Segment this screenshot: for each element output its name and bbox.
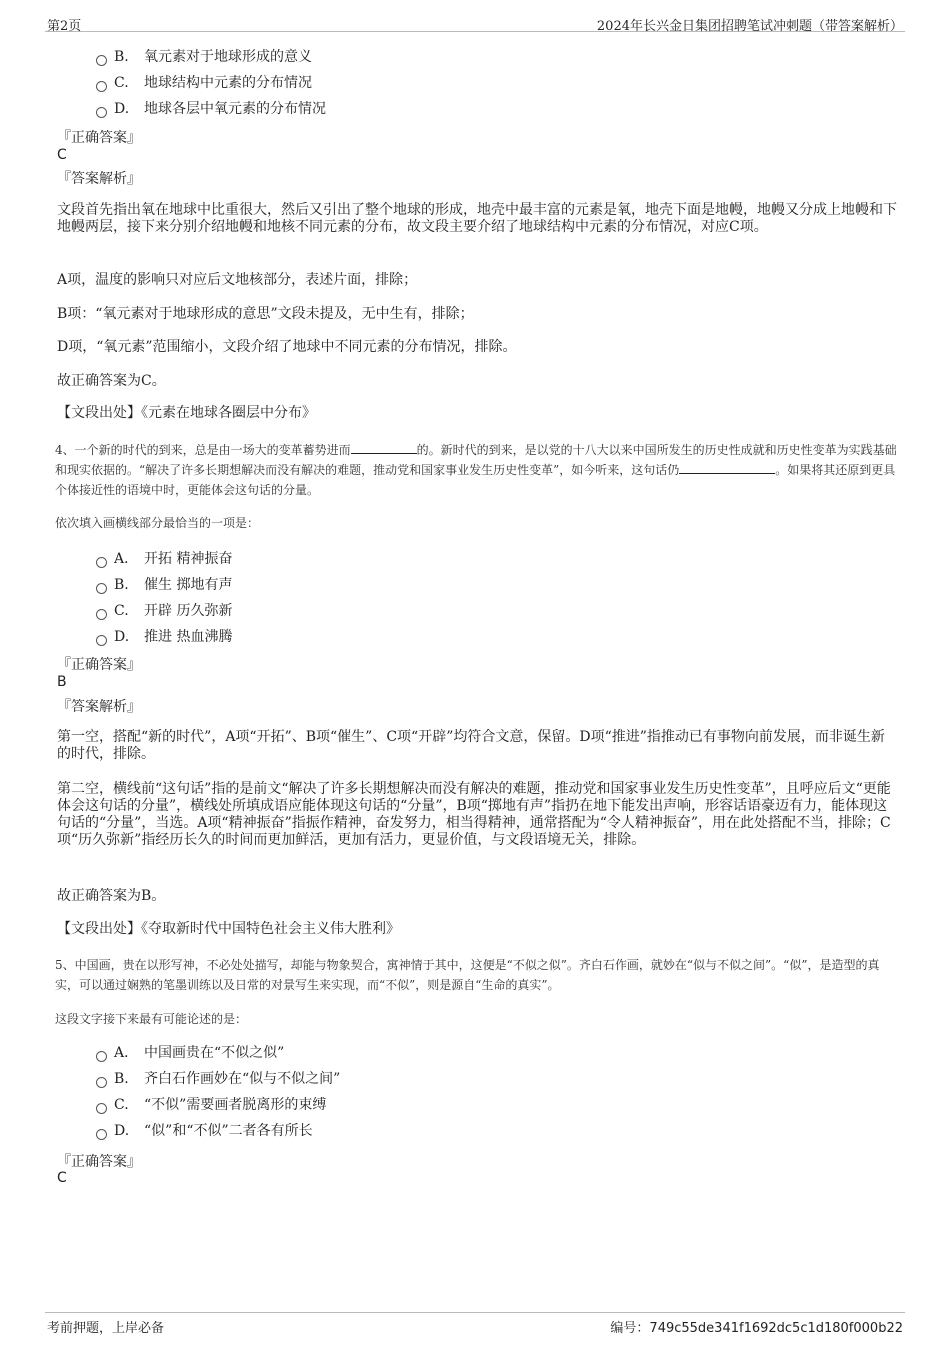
q5-option-a[interactable]: A． 中国画贵在“不似之似” [96, 1043, 284, 1063]
q3-option-d[interactable]: D. 地球各层中氧元素的分布情况 [96, 99, 326, 119]
q3-analysis-p2: A项，温度的影响只对应后文地核部分，表述片面，排除； [57, 272, 418, 288]
q3-answer: C [57, 147, 67, 163]
q3-option-c[interactable]: C. 地球结构中元素的分布情况 [96, 73, 312, 93]
q4-option-b[interactable]: B. 催生 掷地有声 [96, 575, 232, 595]
radio-icon[interactable] [96, 635, 107, 646]
q4-option-d[interactable]: D. 推进 热血沸腾 [96, 627, 232, 647]
document-title: 2024年长兴金日集团招聘笔试冲刺题（带答案解析） [596, 19, 903, 34]
q5-option-c[interactable]: C. “不似”需要画者脱离形的束缚 [96, 1095, 326, 1115]
footer-slogan: 考前押题，上岸必备 [47, 1321, 165, 1336]
radio-icon[interactable] [96, 583, 107, 594]
radio-icon[interactable] [96, 81, 107, 92]
page-header [45, 13, 905, 32]
q4-option-c[interactable]: C. 开辟 历久弥新 [96, 601, 232, 621]
q5-answer-label: 『正确答案』 [57, 1154, 141, 1170]
document-code: 编号：749c55de341f1692dc5c1d180f000b22 [610, 1321, 903, 1336]
radio-icon[interactable] [96, 1077, 107, 1088]
q5-prompt: 这段文字接下来最有可能论述的是： [55, 1012, 248, 1026]
radio-icon[interactable] [96, 1051, 107, 1062]
page-number: 第2页 [47, 19, 82, 34]
radio-icon[interactable] [96, 609, 107, 620]
q5-option-d[interactable]: D. “似”和“不似”二者各有所长 [96, 1121, 313, 1141]
q3-analysis-p1: 文段首先指出氧在地球中比重很大，然后又引出了整个地球的形成，地壳中最丰富的元素是氧，地壳下面是地幔，地幔又分成上地幔和下地幔两层，接下来分别介绍地幔和地核不同元素的分布，故文段主要介绍了地球结构中元素的分布情况，对应C项。 [57, 202, 897, 235]
q4-option-a[interactable]: A． 开拓 精神振奋 [96, 549, 232, 569]
blank-1 [351, 441, 417, 454]
q4-stem: 4、一个新的时代的到来，总是由一场大的变革蓄势进而 的。新时代的到来，是以党的十八大以来中国所发生的历史性成就和历史性变革为实践基础和现实依据的。“解决了许多长期想解决而没有解决的难题，推动党和国家事业发生历史性变革”，如今听来，这句话仍 。如果将其还原到更具个体接近性的语境中时，更能体会这句话的分量。 [55, 443, 897, 497]
radio-icon[interactable] [96, 557, 107, 568]
radio-icon[interactable] [96, 107, 107, 118]
q3-answer-label: 『正确答案』 [57, 130, 141, 146]
radio-icon[interactable] [96, 55, 107, 66]
q4-answer: B [57, 674, 67, 690]
page-footer [45, 1312, 905, 1335]
radio-icon[interactable] [96, 1103, 107, 1114]
q3-source: 【文段出处】《元素在地球各圈层中分布》 [57, 405, 316, 421]
q5-option-b[interactable]: B. 齐白石作画妙在“似与不似之间” [96, 1069, 340, 1089]
q3-option-b[interactable]: B. 氧元素对于地球形成的意义 [96, 47, 312, 67]
q4-source: 【文段出处】《夺取新时代中国特色社会主义伟大胜利》 [57, 921, 400, 937]
q3-analysis-p4: D项，“氧元素”范围缩小，文段介绍了地球中不同元素的分布情况，排除。 [57, 339, 517, 355]
q4-prompt: 依次填入画横线部分最恰当的一项是： [55, 516, 260, 530]
q4-answer-label: 『正确答案』 [57, 657, 141, 673]
q3-analysis-label: 『答案解析』 [57, 171, 141, 187]
q4-analysis-p3: 故正确答案为B。 [57, 888, 166, 904]
q5-stem: 5、中国画，贵在以形写神，不必处处描写，却能与物象契合，寓神情于其中，这便是“不似之似”。齐白石作画，就妙在“似与不似之间”。“似”，是造型的真实，可以通过娴熟的笔墨训练以及日常的对景写生来实现，而“不似”，则是源自“生命的真实”。 [55, 958, 880, 992]
q4-analysis-p2: 第二空，横线前“这句话”指的是前文“解决了许多长期想解决而没有解决的难题，推动党和国家事业发生历史性变革”，且呼应后文“更能体会这句话的分量”，横线处所填成语应能体现这句话的“分量”，B项“掷地有声”指扔在地下能发出声响，形容话语豪迈有力，能体现这句话的“分量”，当选。A项“精神振奋”指振作精神，奋发努力，相当得精神，通常搭配为“令人精神振奋”，用在此处搭配不当，排除；C项“历久弥新”指经历长久的时间而更加鲜活，更加有活力，更显价值，与文段语境无关，排除。 [57, 781, 891, 848]
q3-analysis-p5: 故正确答案为C。 [57, 373, 166, 389]
q3-analysis-p3: B项：“氧元素对于地球形成的意思”文段未提及，无中生有，排除； [57, 306, 474, 322]
radio-icon[interactable] [96, 1129, 107, 1140]
blank-2 [679, 461, 775, 474]
q4-analysis-p1: 第一空，搭配“新的时代”，A项“开拓”、B项“催生”、C项“开辟”均符合文意，保留。D项“推进”指推动已有事物向前发展，而非诞生新的时代，排除。 [57, 729, 885, 762]
q4-analysis-label: 『答案解析』 [57, 699, 141, 715]
q5-answer: C [57, 1170, 67, 1186]
